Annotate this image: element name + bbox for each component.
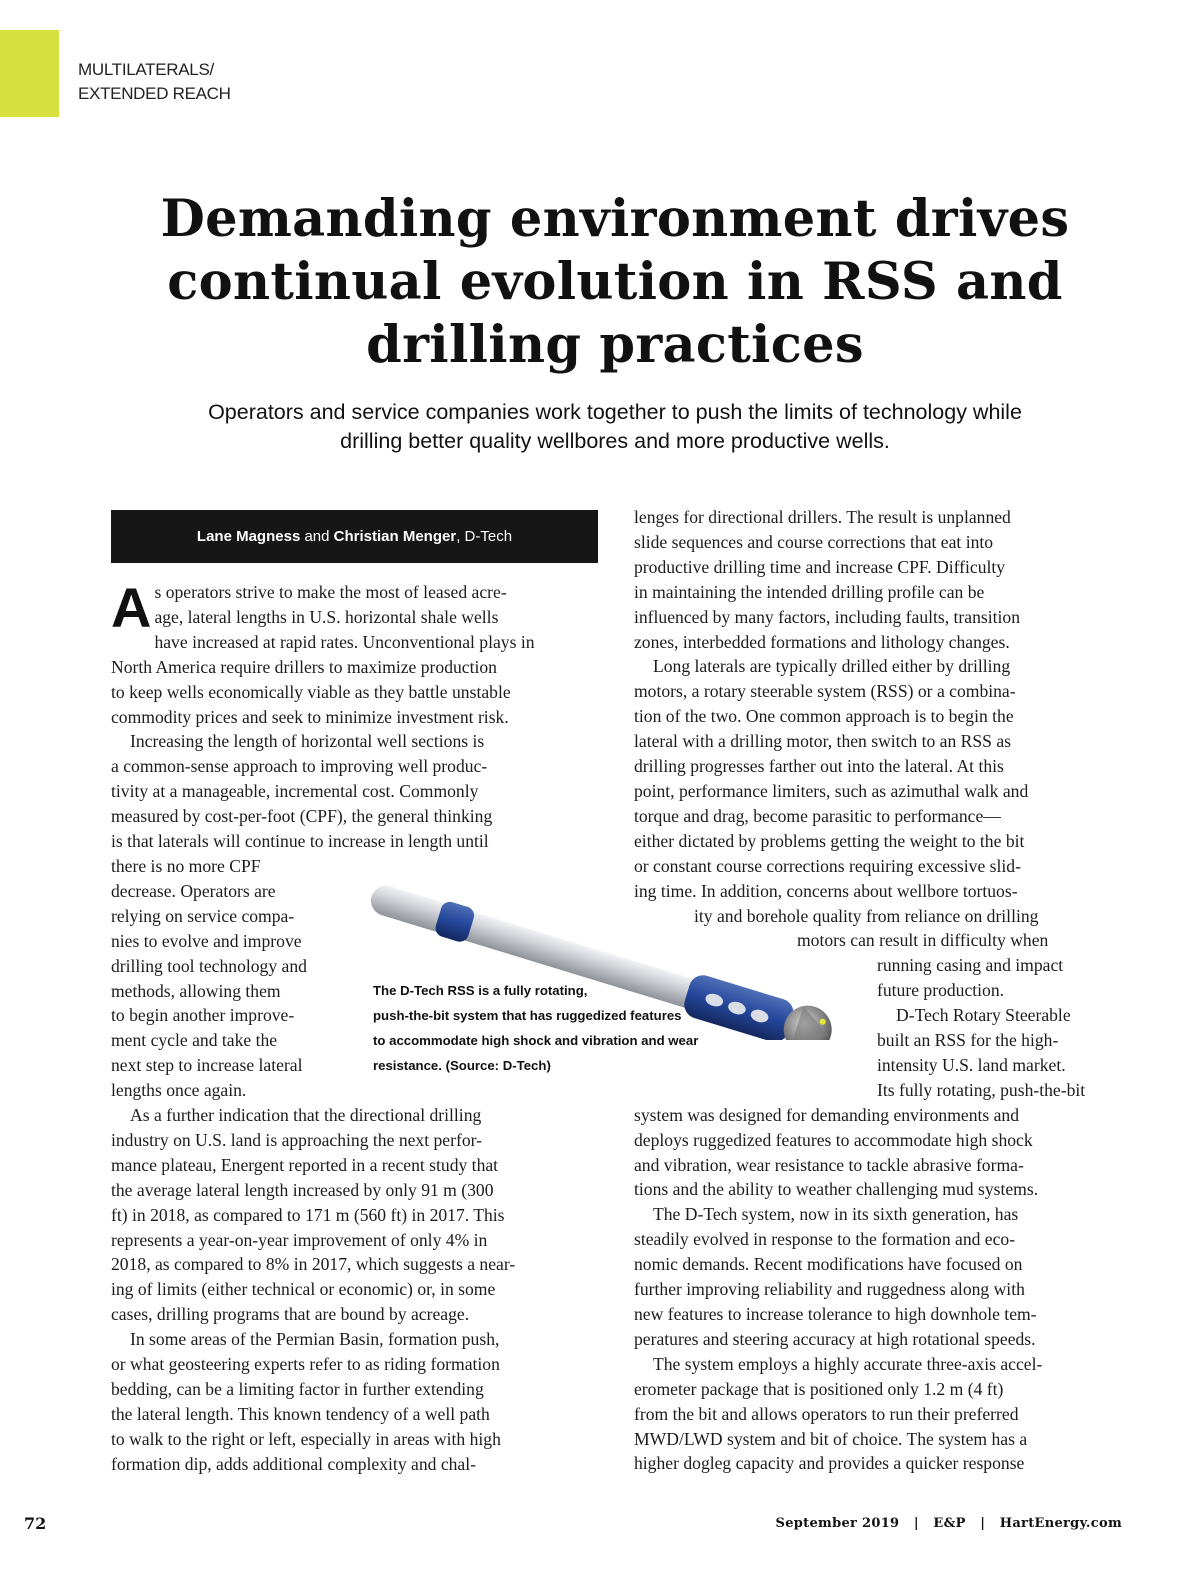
- left-line-25: ft) in 2018, as compared to 171 m (560 ft) in 2017. This: [111, 1204, 505, 1225]
- left-line-19: next step to increase lateral: [111, 1055, 303, 1076]
- footer-publication-info: [776, 1516, 1123, 1531]
- right-line-27: tions and the ability to weather challenging mud systems.: [634, 1179, 1039, 1200]
- left-line-12: decrease. Operators are: [111, 880, 276, 901]
- left-line-5: commodity prices and seek to minimize investment risk.: [111, 706, 509, 727]
- section-label-line1: MULTILATERALS/: [78, 60, 214, 79]
- right-line-6: Long laterals are typically drilled either by drilling: [653, 656, 1011, 677]
- footer-publication: E&P: [933, 1516, 966, 1531]
- footer-separator: |: [913, 1516, 919, 1531]
- right-line-21: built an RSS for the high-: [877, 1030, 1059, 1051]
- right-line-33: peratures and steering accuracy at high rotational speeds.: [634, 1328, 1036, 1349]
- left-line-28: ing of limits (either technical or economic) or, in some: [111, 1279, 496, 1300]
- right-line-20: D-Tech Rotary Steerable: [896, 1005, 1071, 1026]
- right-line-25: deploys ruggedized features to accommodate high shock: [634, 1129, 1033, 1150]
- caption-line-2: to accommodate high shock and vibration and wear: [373, 1033, 699, 1048]
- byline-connector: and: [304, 528, 330, 545]
- footer-issue: September 2019: [775, 1516, 900, 1531]
- right-line-37: MWD/LWD system and bit of choice. The system has a: [634, 1428, 1028, 1449]
- photo-caption: [373, 978, 793, 1078]
- section-label: [78, 58, 231, 106]
- section-color-tab: [0, 30, 59, 117]
- right-line-35: erometer package that is positioned only 1.2 m (4 ft): [634, 1378, 1004, 1399]
- section-label-line2: EXTENDED REACH: [78, 84, 231, 103]
- right-line-10: drilling progresses farther out into the lateral. At this: [634, 756, 1004, 777]
- left-line-1: age, lateral lengths in U.S. horizontal shale wells: [154, 606, 499, 627]
- left-line-16: methods, allowing them: [111, 980, 281, 1001]
- left-line-10: is that laterals will continue to increase in length until: [111, 831, 489, 852]
- left-line-23: mance plateau, Energent reported in a recent study that: [111, 1154, 499, 1175]
- right-line-16: ity and borehole quality from reliance on drilling: [694, 905, 1039, 926]
- left-line-27: 2018, as compared to 8% in 2017, which suggests a near-: [111, 1254, 516, 1275]
- page-number: 72: [24, 1514, 47, 1533]
- left-line-8: tivity at a manageable, incremental cost. Commonly: [111, 781, 479, 802]
- drop-cap: A: [111, 576, 152, 639]
- right-line-28: The D-Tech system, now in its sixth generation, has: [653, 1204, 1019, 1225]
- left-line-15: drilling tool technology and: [111, 955, 307, 976]
- article-headline: Demanding environment drives continual evolution in RSS and drilling practices: [160, 189, 1070, 375]
- right-line-8: tion of the two. One common approach is to begin the: [634, 706, 1014, 727]
- left-line-9: measured by cost-per-foot (CPF), the general thinking: [111, 806, 493, 827]
- left-line-32: bedding, can be a limiting factor in further extending: [111, 1379, 484, 1399]
- left-line-11: there is no more CPF: [111, 855, 261, 876]
- left-line-17: to begin another improve-: [111, 1005, 295, 1026]
- deck-line2: drilling better quality wellbores and more productive wells.: [340, 429, 890, 453]
- right-line-11: point, performance limiters, such as azimuthal walk and: [634, 780, 1029, 801]
- footer-website: HartEnergy.com: [999, 1516, 1122, 1531]
- right-line-5: zones, interbedded formations and lithology changes.: [634, 631, 1010, 652]
- left-line-22: industry on U.S. land is approaching the next perfor-: [111, 1129, 482, 1150]
- right-line-9: lateral with a drilling motor, then switch to an RSS as: [634, 731, 1012, 752]
- right-line-30: nomic demands. Recent modifications have focused on: [634, 1254, 1023, 1275]
- left-line-3: North America require drillers to maximize production: [111, 656, 497, 677]
- left-line-2: have increased at rapid rates. Unconventional plays in: [154, 631, 535, 652]
- right-line-14: or constant course corrections requiring excessive slid-: [634, 855, 1021, 876]
- left-line-33: the lateral length. This known tendency of a well path: [111, 1403, 490, 1424]
- right-line-13: either dictated by problems getting the weight to the bit: [634, 830, 1025, 851]
- caption-line-3: resistance. (Source: D-Tech): [373, 1058, 551, 1073]
- right-line-38: higher dogleg capacity and provides a quicker response: [634, 1453, 1025, 1474]
- right-line-0: lenges for directional drillers. The result is unplanned: [634, 507, 1011, 527]
- deck-line1: Operators and service companies work together to push the limits of technology while: [208, 400, 1022, 424]
- left-line-21: As a further indication that the directional drilling: [130, 1105, 482, 1126]
- article-deck: [110, 398, 1120, 456]
- right-line-4: influenced by many factors, including faults, transition: [634, 606, 1020, 627]
- author-2: Christian Menger: [333, 528, 457, 545]
- left-line-31: or what geosteering experts refer to as riding formation: [111, 1354, 500, 1375]
- left-line-24: the average lateral length increased by only 91 m (300: [111, 1179, 494, 1200]
- left-line-20: lengths once again.: [111, 1080, 247, 1101]
- left-line-13: relying on service compa-: [111, 905, 295, 926]
- right-line-36: from the bit and allows operators to run their preferred: [634, 1403, 1019, 1424]
- right-line-32: new features to increase tolerance to high downhole tem-: [634, 1304, 1037, 1324]
- left-line-7: a common-sense approach to improving well produc-: [111, 756, 488, 777]
- right-line-22: intensity U.S. land market.: [877, 1054, 1066, 1075]
- right-line-15: ing time. In addition, concerns about wellbore tortuos-: [634, 880, 1018, 901]
- right-line-12: torque and drag, become parasitic to performance—: [634, 805, 1001, 826]
- caption-line-1: push-the-bit system that has ruggedized features: [373, 1008, 682, 1023]
- right-line-26: and vibration, wear resistance to tackle abrasive forma-: [634, 1154, 1024, 1175]
- left-line-0: s operators strive to make the most of leased acre-: [154, 582, 507, 602]
- right-line-24: system was designed for demanding environments and: [634, 1104, 1020, 1125]
- author-affiliation: , D-Tech: [456, 528, 513, 545]
- footer-separator: |: [980, 1516, 986, 1531]
- left-line-26: represents a year-on-year improvement of only 4% in: [111, 1229, 488, 1250]
- right-line-17: motors can result in difficulty when: [797, 930, 1049, 951]
- right-line-31: further improving reliability and ruggedness along with: [634, 1279, 1025, 1300]
- right-line-34: The system employs a highly accurate three-axis accel-: [653, 1353, 1043, 1374]
- right-line-19: future production.: [877, 980, 1005, 1001]
- left-line-18: ment cycle and take the: [111, 1030, 278, 1051]
- left-line-30: In some areas of the Permian Basin, formation push,: [130, 1329, 500, 1350]
- right-line-23: Its fully rotating, push-the-bit: [877, 1079, 1086, 1100]
- right-line-3: in maintaining the intended drilling profile can be: [634, 581, 985, 602]
- left-line-29: cases, drilling programs that are bound by acreage.: [111, 1304, 470, 1325]
- caption-line-0: The D-Tech RSS is a fully rotating,: [373, 983, 588, 998]
- byline: [111, 510, 598, 563]
- left-line-14: nies to evolve and improve: [111, 930, 302, 951]
- right-line-1: slide sequences and course corrections that eat into: [634, 531, 994, 552]
- left-line-34: to walk to the right or left, especially in areas with high: [111, 1428, 501, 1449]
- left-line-6: Increasing the length of horizontal well sections is: [130, 731, 485, 752]
- author-1: Lane Magness: [196, 528, 301, 545]
- right-line-18: running casing and impact: [877, 955, 1064, 976]
- right-line-2: productive drilling time and increase CPF. Difficulty: [634, 556, 1006, 577]
- right-line-7: motors, a rotary steerable system (RSS) or a combina-: [634, 681, 1016, 702]
- right-line-29: steadily evolved in response to the formation and eco-: [634, 1229, 1016, 1250]
- left-line-35: formation dip, adds additional complexity and chal-: [111, 1453, 476, 1474]
- left-line-4: to keep wells economically viable as they battle unstable: [111, 681, 511, 702]
